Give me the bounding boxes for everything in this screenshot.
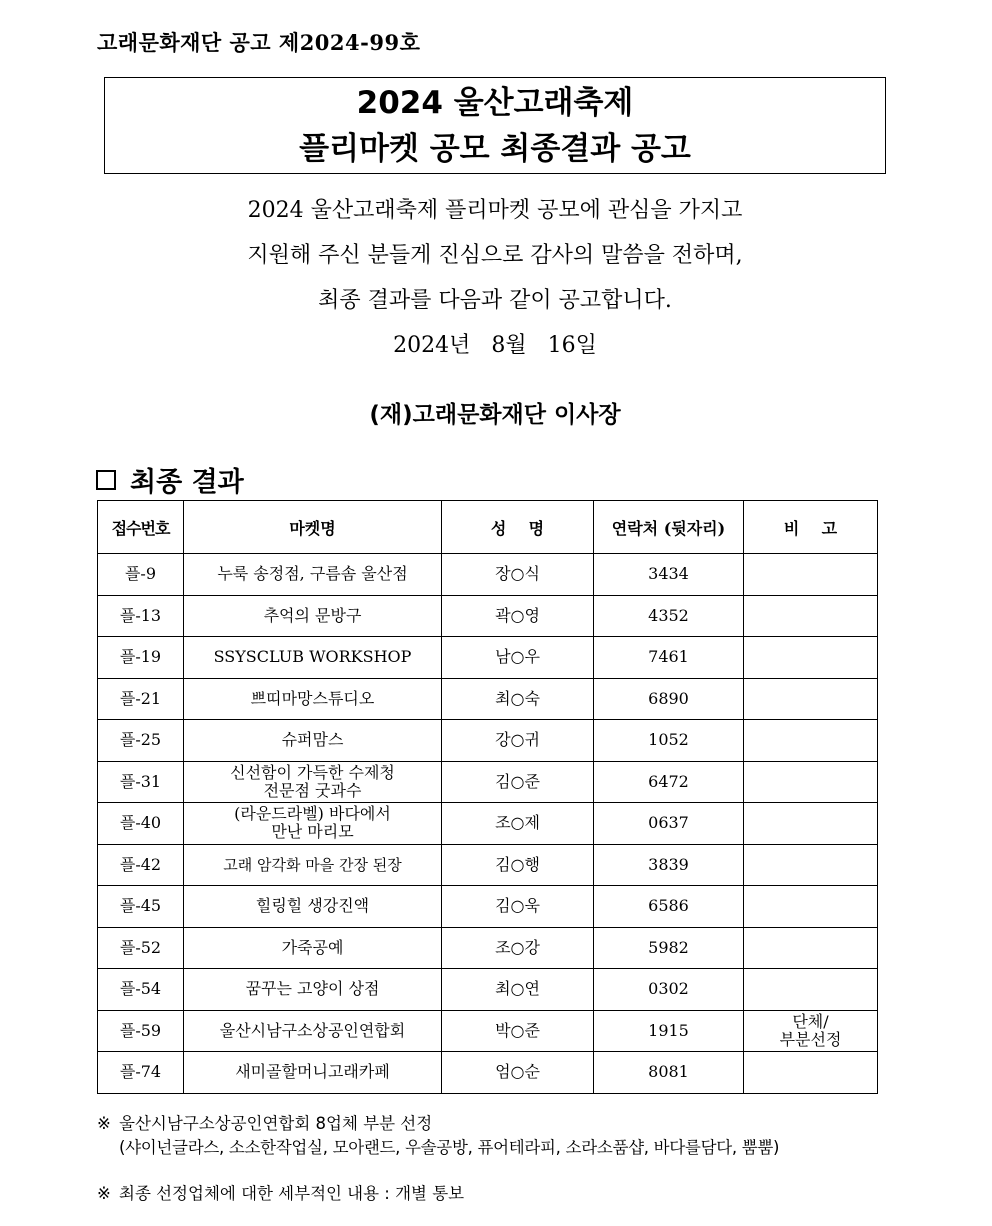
cell-market: 슈퍼맘스 [184, 720, 442, 762]
cell-market: 가죽공예 [184, 927, 442, 969]
cell-note [744, 554, 878, 596]
title-box [104, 77, 886, 174]
cell-market: 신선함이 가득한 수제청 전문점 굿과수 [184, 761, 442, 803]
cell-contact: 6586 [594, 886, 744, 928]
cell-name: 남○우 [442, 637, 594, 679]
cell-contact: 3434 [594, 554, 744, 596]
cell-contact: 7461 [594, 637, 744, 679]
cell-contact: 1052 [594, 720, 744, 762]
cell-note [744, 720, 878, 762]
cell-contact: 1915 [594, 1010, 744, 1052]
footnote-1-line-1: 울산시남구소상공인연합회 8업체 부분 선정 [119, 1114, 433, 1133]
reference-mark: ※ [97, 1114, 111, 1133]
cell-number: 플-54 [98, 969, 184, 1011]
cell-note [744, 886, 878, 928]
cell-market: 새미골할머니고래카페 [184, 1052, 442, 1094]
cell-note [744, 678, 878, 720]
cell-contact: 0637 [594, 803, 744, 845]
section-heading [96, 460, 244, 499]
cell-number: 플-31 [98, 761, 184, 803]
cell-contact: 6472 [594, 761, 744, 803]
cell-contact: 6890 [594, 678, 744, 720]
intro-line-2: 지원해 주신 분들게 진심으로 감사의 말씀을 전하며, [247, 243, 743, 268]
cell-name: 김○행 [442, 844, 594, 886]
cell-note [744, 637, 878, 679]
cell-market: 쁘띠마망스튜디오 [184, 678, 442, 720]
table-row [98, 969, 878, 1011]
header-contact: 연락처 (뒷자리) [594, 501, 744, 554]
cell-note [744, 969, 878, 1011]
cell-name: 최○연 [442, 969, 594, 1011]
cell-note [744, 761, 878, 803]
table-row [98, 927, 878, 969]
cell-number: 플-40 [98, 803, 184, 845]
table-row [98, 1052, 878, 1094]
cell-number: 플-25 [98, 720, 184, 762]
cell-name: 엄○순 [442, 1052, 594, 1094]
table-row [98, 844, 878, 886]
intro-text [104, 188, 886, 368]
table-row [98, 678, 878, 720]
cell-name: 박○준 [442, 1010, 594, 1052]
footnote-2-text: 최종 선정업체에 대한 세부적인 내용 : 개별 통보 [119, 1184, 465, 1203]
cell-name: 조○강 [442, 927, 594, 969]
title-line-1: 2024 울산고래축제 [356, 84, 634, 121]
checkbox-icon [96, 470, 116, 490]
header-name: 성 명 [442, 501, 594, 554]
cell-number: 플-13 [98, 595, 184, 637]
table-row [98, 637, 878, 679]
footnote-notification [97, 1180, 464, 1204]
cell-number: 플-74 [98, 1052, 184, 1094]
cell-name: 최○숙 [442, 678, 594, 720]
cell-number: 플-45 [98, 886, 184, 928]
announcement-date: 2024년 8월 16일 [393, 333, 597, 358]
table-row [98, 1010, 878, 1052]
cell-name: 곽○영 [442, 595, 594, 637]
cell-contact: 4352 [594, 595, 744, 637]
cell-name: 김○준 [442, 761, 594, 803]
document-number: 고래문화재단 공고 제2024-99호 [97, 30, 421, 55]
cell-number: 플-21 [98, 678, 184, 720]
cell-market: (라운드라벨) 바다에서 만난 마리모 [184, 803, 442, 845]
cell-note [744, 844, 878, 886]
header-note: 비 고 [744, 501, 878, 554]
cell-market: 꿈꾸는 고양이 상점 [184, 969, 442, 1011]
cell-name: 조○제 [442, 803, 594, 845]
table-row [98, 554, 878, 596]
issuer-name: (재)고래문화재단 이사장 [369, 402, 621, 428]
cell-contact: 8081 [594, 1052, 744, 1094]
cell-note [744, 927, 878, 969]
cell-number: 플-19 [98, 637, 184, 679]
cell-note [744, 803, 878, 845]
intro-line-1: 2024 울산고래축제 플리마켓 공모에 관심을 가지고 [247, 198, 743, 223]
cell-contact: 5982 [594, 927, 744, 969]
reference-mark: ※ [97, 1184, 111, 1203]
table-header-row [98, 501, 878, 554]
cell-number: 플-9 [98, 554, 184, 596]
intro-line-3: 최종 결과를 다음과 같이 공고합니다. [318, 288, 672, 313]
section-heading-label: 최종 결과 [130, 467, 244, 498]
cell-name: 김○욱 [442, 886, 594, 928]
results-table [97, 500, 878, 1094]
cell-market: 고래 암각화 마을 간장 된장 [184, 844, 442, 886]
cell-note [744, 595, 878, 637]
table-row [98, 886, 878, 928]
cell-market: 추억의 문방구 [184, 595, 442, 637]
cell-number: 플-59 [98, 1010, 184, 1052]
cell-market: 누룩 송정점, 구름솜 울산점 [184, 554, 442, 596]
cell-name: 장○식 [442, 554, 594, 596]
table-row [98, 720, 878, 762]
title-line-2: 플리마켓 공모 최종결과 공고 [299, 130, 691, 167]
cell-number: 플-42 [98, 844, 184, 886]
cell-market: 울산시남구소상공인연합회 [184, 1010, 442, 1052]
footnote-partial-selection [97, 1112, 779, 1160]
cell-market: 힐링힐 생강진액 [184, 886, 442, 928]
table-row [98, 595, 878, 637]
cell-contact: 3839 [594, 844, 744, 886]
header-market: 마켓명 [184, 501, 442, 554]
cell-name: 강○귀 [442, 720, 594, 762]
cell-market: SSYSCLUB WORKSHOP [184, 637, 442, 679]
cell-note [744, 1052, 878, 1094]
cell-contact: 0302 [594, 969, 744, 1011]
table-row [98, 761, 878, 803]
table-row [98, 803, 878, 845]
footnote-1-line-2: (샤이넌글라스, 소소한작업실, 모아랜드, 우솔공방, 퓨어테라피, 소라소품샵, 바다를담다, 뿜뿜) [119, 1138, 780, 1157]
cell-number: 플-52 [98, 927, 184, 969]
header-number: 접수번호 [98, 501, 184, 554]
cell-note: 단체/ 부분선정 [744, 1010, 878, 1052]
